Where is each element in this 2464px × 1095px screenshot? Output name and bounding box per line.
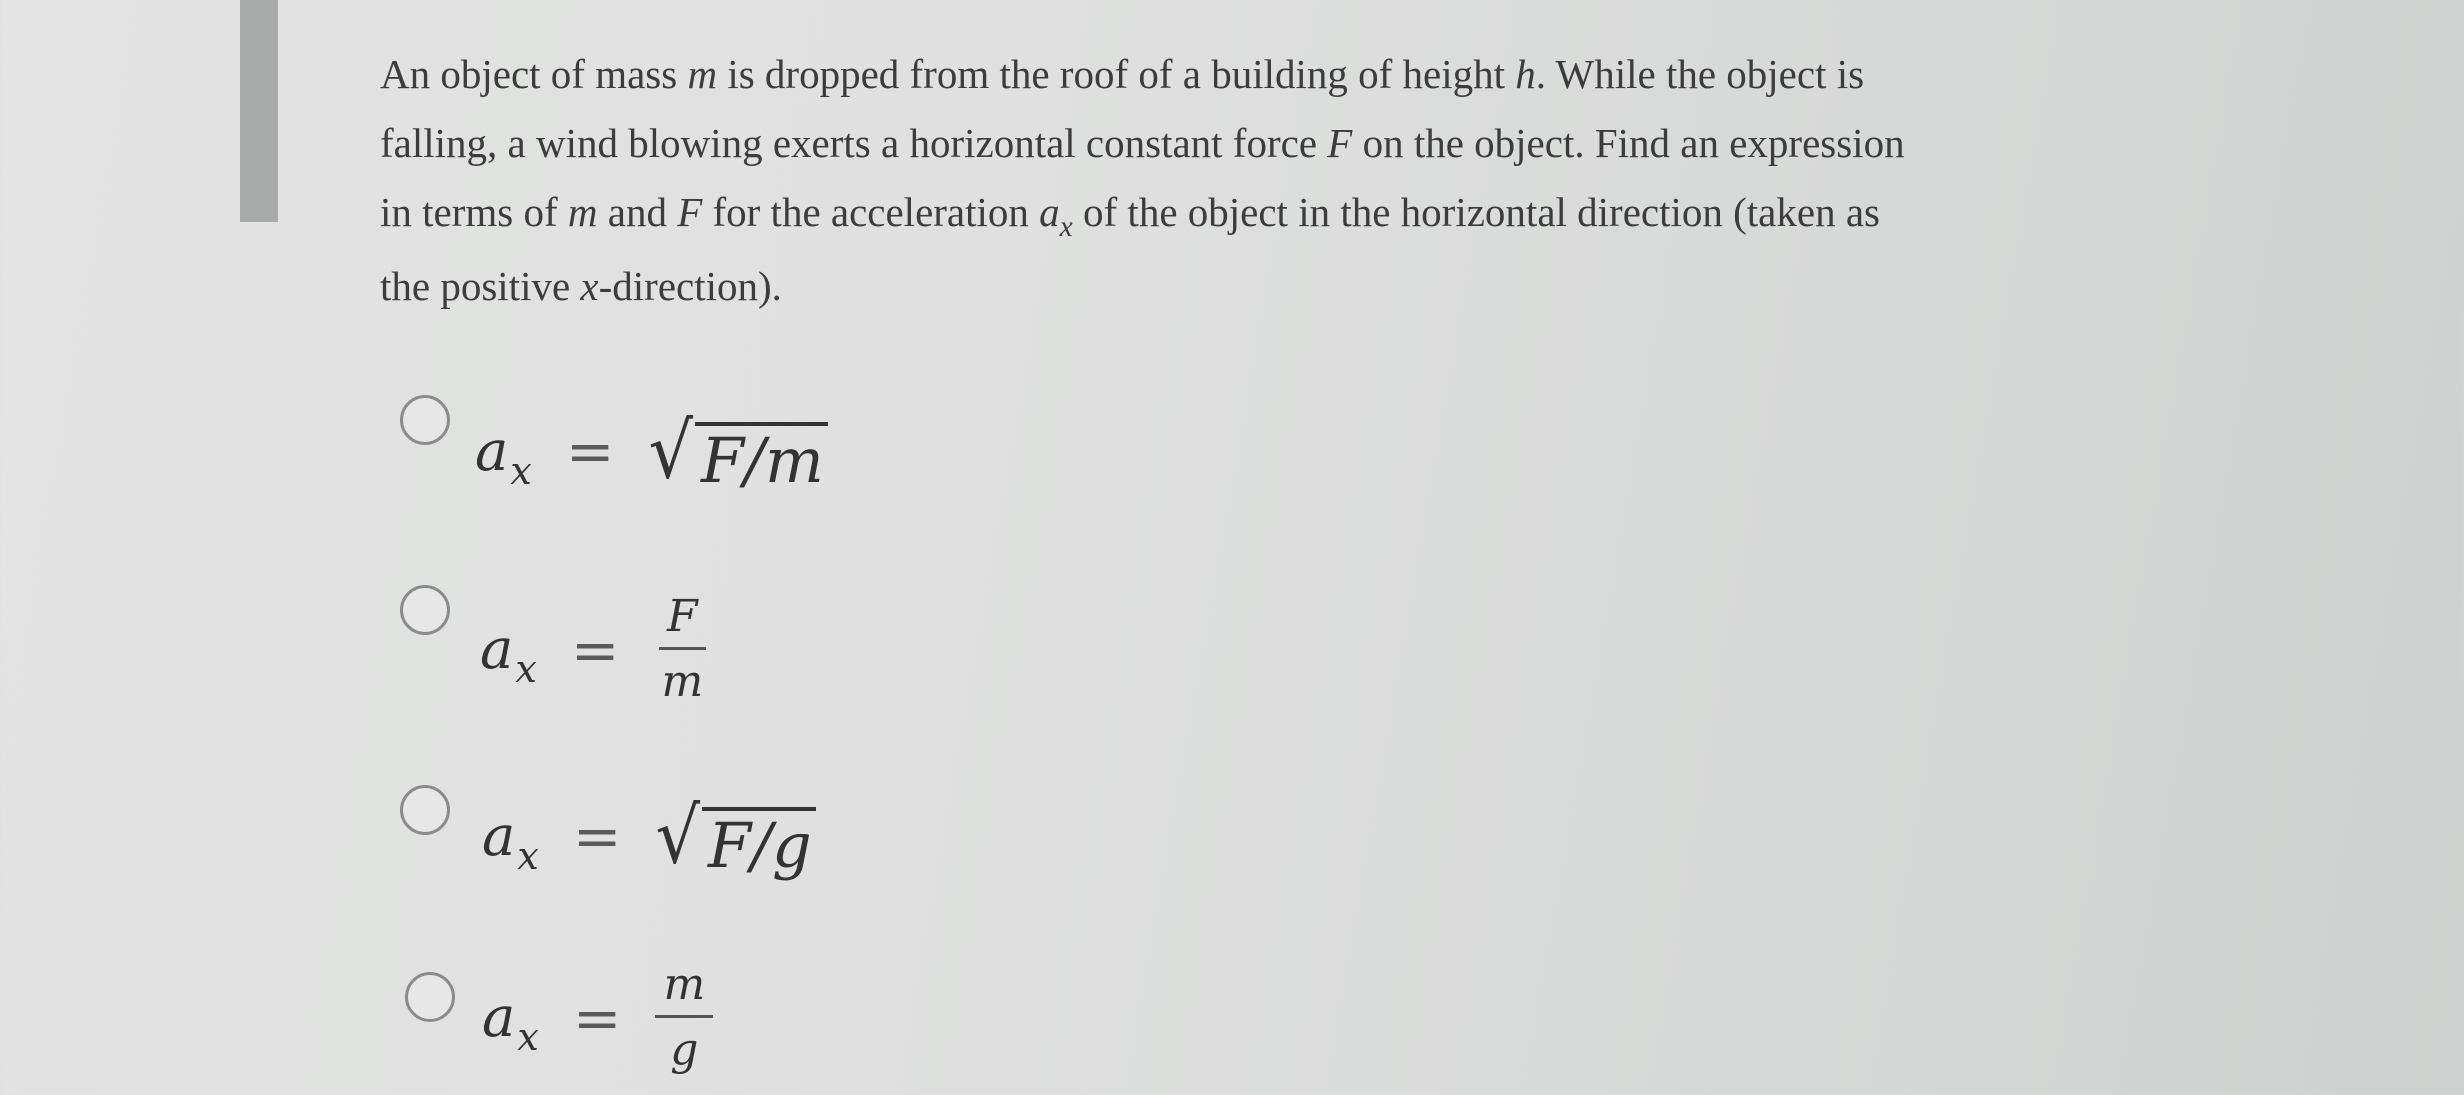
question-accent-bar — [240, 0, 278, 222]
square-root-expression: √ F/g — [655, 795, 815, 877]
answer-option-3[interactable] — [400, 785, 1100, 925]
math-variable: m — [567, 189, 598, 235]
equals-sign: = — [570, 615, 620, 684]
equals-sign: = — [572, 802, 622, 870]
formula-option-4 — [482, 959, 713, 1075]
formula-option-2 — [480, 591, 711, 707]
answer-option-4[interactable] — [400, 955, 1100, 1095]
formula-lhs: $a_x$ — [482, 803, 539, 878]
square-root-expression: √ F/m — [648, 410, 827, 492]
radio-button-option-4[interactable] — [405, 972, 455, 1022]
question-text-segment: on the object. Find an expression — [1352, 120, 1905, 166]
math-variable: h — [1515, 51, 1536, 97]
question-line — [380, 40, 2320, 109]
question-line — [380, 252, 2320, 321]
formula-option-1 — [475, 405, 828, 497]
math-variable: F — [677, 189, 703, 235]
equals-sign: = — [572, 983, 622, 1052]
question-text-segment: . While the object is — [1535, 51, 1865, 97]
question-text-segment: of the object in the horizontal direction (taken as — [1072, 189, 1880, 235]
equals-sign: = — [565, 417, 615, 485]
math-variable: m — [687, 51, 718, 97]
question-text-segment: falling, a wind blowing exerts a horizontal constant force — [380, 120, 1328, 166]
question-text-segment: the positive — [380, 263, 581, 309]
question-text-segment: -direction). — [598, 263, 782, 309]
question-text-segment: for the acceleration — [702, 189, 1040, 235]
fraction-expression: $\frac{F}{m}$ — [653, 595, 711, 704]
formula-option-3 — [482, 790, 816, 882]
answer-option-2[interactable] — [400, 585, 1100, 725]
radio-button-option-2[interactable] — [400, 585, 450, 635]
fraction-expression: $\frac{m}{g}$ — [655, 963, 713, 1072]
question-line — [380, 109, 2320, 178]
question-text-segment: is dropped from the roof of a building of height — [717, 51, 1516, 97]
math-variable: x — [580, 263, 599, 309]
question-text — [380, 40, 2320, 321]
radio-button-option-3[interactable] — [400, 785, 450, 835]
formula-lhs: $a_x$ — [475, 418, 532, 493]
radio-button-option-1[interactable] — [400, 395, 450, 445]
math-variable: F — [1327, 120, 1353, 166]
question-line — [380, 178, 2320, 252]
formula-lhs: $a_x$ — [480, 617, 537, 691]
math-subscript: x — [1059, 211, 1073, 244]
question-text-segment: in terms of — [380, 189, 568, 235]
question-text-segment: and — [597, 189, 678, 235]
question-text-segment: An object of mass — [380, 51, 688, 97]
math-variable: a — [1039, 189, 1060, 235]
formula-lhs: $a_x$ — [482, 985, 539, 1059]
answer-option-1[interactable] — [400, 385, 1100, 525]
